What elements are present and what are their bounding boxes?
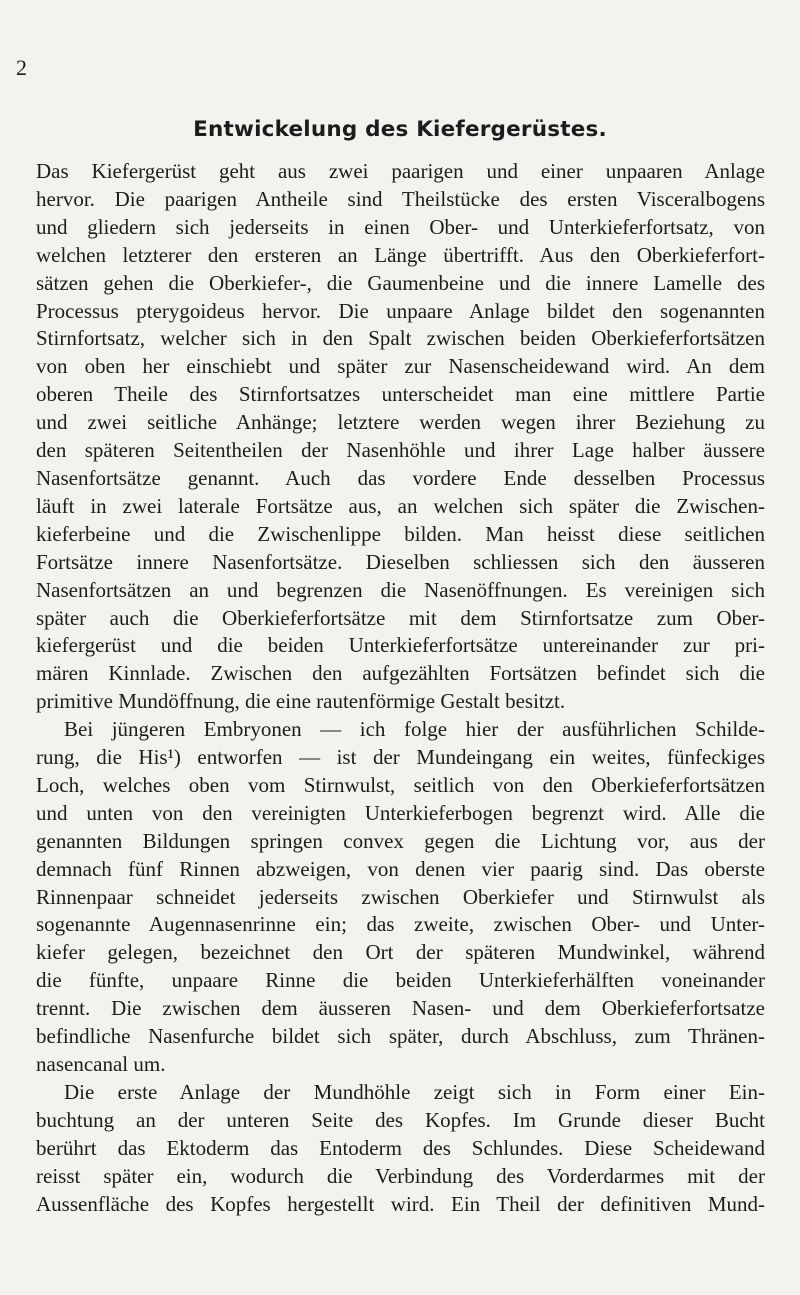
text-line: Rinnenpaar schneidet jederseits zwischen Oberkiefer und Stirnwulst als [36,884,765,909]
text-line: berührt das Ektoderm das Entoderm des Schlundes. Diese Scheidewand [36,1135,765,1160]
body-text [36,158,765,1218]
text-line: Processus pterygoideus hervor. Die unpaare Anlage bildet den sogenannten [36,298,765,323]
text-line: kieferbeine und die Zwischenlippe bilden. Man heisst diese seitlichen [36,521,765,546]
text-line: Nasenfortsätzen an und begrenzen die Nasenöffnungen. Es vereinigen sich [36,577,765,602]
text-line: demnach fünf Rinnen abzweigen, von denen vier paarig sind. Das oberste [36,856,765,881]
text-line: buchtung an der unteren Seite des Kopfes. Im Grunde dieser Bucht [36,1107,765,1132]
text-line: sogenannte Augennasenrinne ein; das zweite, zwischen Ober- und Unter- [36,912,765,937]
text-line: Stirnfortsatz, welcher sich in den Spalt zwischen beiden Oberkieferfortsätzen [36,326,765,351]
text-line: Aussenfläche des Kopfes hergestellt wird. Ein Theil der definitiven Mund- [36,1191,765,1216]
text-line: oberen Theile des Stirnfortsatzes unterscheidet man eine mittlere Partie [36,382,765,407]
paragraph-3 [36,1079,765,1219]
text-line: kiefergerüst und die beiden Unterkieferfortsätze untereinander zur pri- [36,633,765,658]
text-line: später auch die Oberkieferfortsätze mit dem Stirnfortsatze zum Ober- [36,605,765,630]
text-line: rung, die His¹) entworfen — ist der Mundeingang ein weites, fünfeckiges [36,745,765,770]
text-line: den späteren Seitentheilen der Nasenhöhle und ihrer Lage halber äussere [36,438,765,463]
text-line: primitive Mundöffnung, die eine rautenförmige Gestalt besitzt. [36,689,566,714]
text-line: befindliche Nasenfurche bildet sich später, durch Abschluss, zum Thränen- [36,1024,765,1049]
text-line: kiefer gelegen, bezeichnet den Ort der späteren Mundwinkel, während [36,940,765,965]
text-line: und unten von den vereinigten Unterkieferbogen begrenzt wird. Alle die [36,800,765,825]
text-line: Bei jüngeren Embryonen — ich folge hier der ausführlichen Schilde- [64,717,765,742]
text-line: Fortsätze innere Nasenfortsätze. Dieselben schliessen sich den äusseren [36,549,765,574]
text-line: von oben her einschiebt und später zur Nasenscheidewand wird. An dem [36,354,765,379]
chapter-title: Entwickelung des Kiefergerüstes. [193,117,607,142]
text-line: Loch, welches oben vom Stirnwulst, seitlich von den Oberkieferfortsätzen [36,772,765,797]
text-line: und zwei seitliche Anhänge; letztere werden wegen ihrer Beziehung zu [36,410,765,435]
text-line: trennt. Die zwischen dem äusseren Nasen- und dem Oberkieferfortsatze [36,996,765,1021]
text-line: Das Kiefergerüst geht aus zwei paarigen und einer unpaaren Anlage [36,159,765,183]
paragraph-1 [36,158,765,716]
page-number: 2 [16,55,27,80]
text-line: die fünfte, unpaare Rinne die beiden Unterkieferhälften voneinander [36,968,765,993]
text-line: sätzen gehen die Oberkiefer-, die Gaumenbeine und die innere Lamelle des [36,270,765,295]
text-line: und gliedern sich jederseits in einen Ober- und Unterkieferfortsatz, von [36,214,765,239]
text-line: mären Kinnlade. Zwischen den aufgezählten Fortsätzen befindet sich die [36,661,765,686]
text-line: Die erste Anlage der Mundhöhle zeigt sich in Form einer Ein- [64,1079,765,1104]
text-line: Nasenfortsätze genannt. Auch das vordere Ende desselben Processus [36,465,765,490]
text-line: nasencanal um. [36,1052,166,1076]
text-line: läuft in zwei laterale Fortsätze aus, an welchen sich später die Zwischen- [36,493,765,518]
text-line: genannten Bildungen springen convex gegen die Lichtung vor, aus der [36,828,765,853]
text-line: reisst später ein, wodurch die Verbindung des Vorderdarmes mit der [36,1163,765,1188]
text-line: welchen letzterer den ersteren an Länge übertrifft. Aus den Oberkieferfort- [36,242,765,267]
text-line: hervor. Die paarigen Antheile sind Theilstücke des ersten Visceralbogens [36,186,765,211]
paragraph-2 [36,716,765,1079]
